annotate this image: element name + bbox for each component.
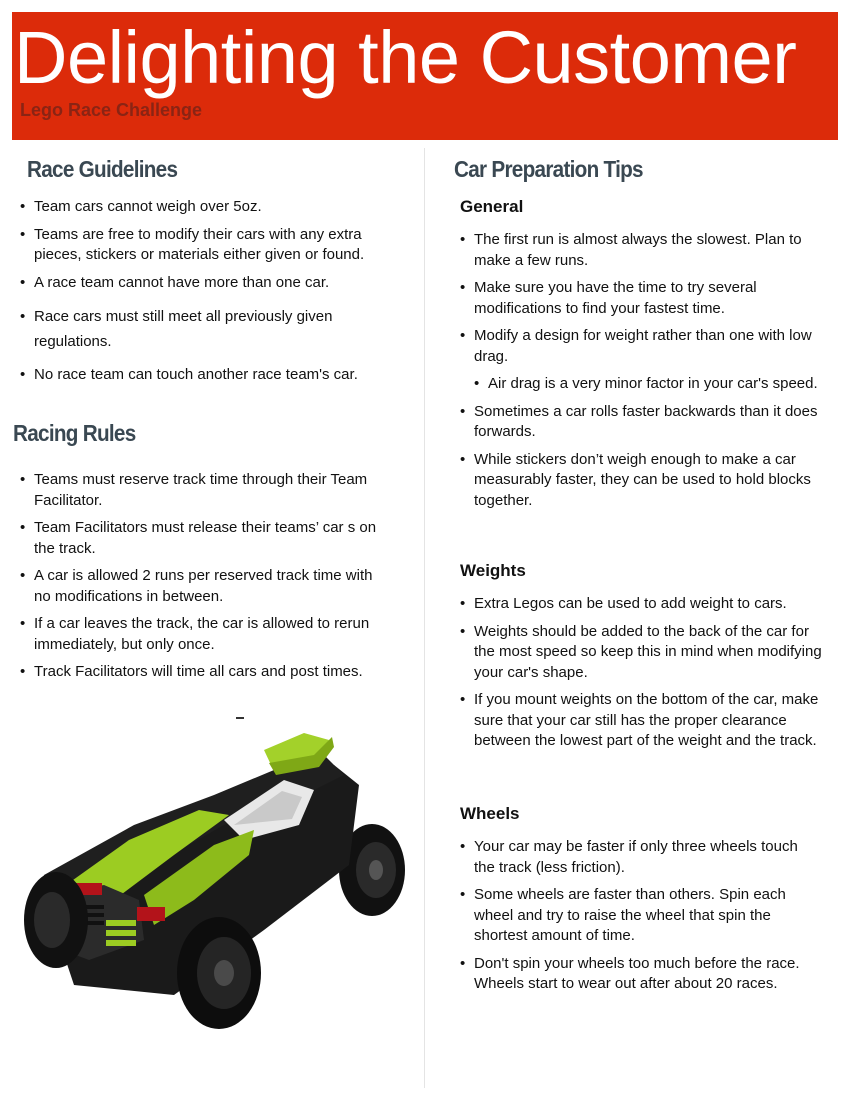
list-item: • Modify a design for weight rather than one with low drag.	[460, 326, 822, 367]
list-item: • Extra Legos can be used to add weight to cars.	[460, 594, 822, 615]
title-banner	[12, 12, 838, 140]
front-left-wheel-icon	[24, 872, 88, 968]
list-item: • Team Facilitators must release their teams’ car s on the track.	[20, 518, 382, 559]
race-guidelines-heading: Race Guidelines	[27, 156, 178, 182]
page-subtitle: Lego Race Challenge	[20, 100, 203, 120]
list-item: • Don't spin your wheels too much before the race. Wheels start to wear out after about 20 races.	[460, 954, 822, 995]
list-item: • If you mount weights on the bottom of the car, make sure that your car still has the proper clearance between the lowest part of the weight and the track.	[460, 690, 822, 752]
list-item: • The first run is almost always the slowest. Plan to make a few runs.	[460, 230, 822, 271]
wheels-heading: Wheels	[460, 804, 520, 823]
list-item: • Air drag is a very minor factor in your car's speed.	[474, 374, 822, 395]
wheels-tips-list	[460, 837, 822, 995]
list-item: • Some wheels are faster than others. Spin each wheel and try to raise the wheel that spin the shortest amount of time.	[460, 885, 822, 947]
racing-rules-heading: Racing Rules	[13, 420, 136, 446]
weights-heading: Weights	[460, 561, 526, 580]
front-right-wheel-icon	[177, 917, 261, 1029]
list-item: • Track Facilitators will time all cars and post times.	[20, 662, 382, 683]
page-title: Delighting the Customer	[14, 16, 797, 99]
racing-rules-list	[20, 470, 382, 683]
column-divider	[424, 148, 425, 1088]
list-item: • Your car may be faster if only three wheels touch the track (less friction).	[460, 837, 822, 878]
list-item: • Teams are free to modify their cars with any extra pieces, stickers or materials either given or found.	[20, 225, 390, 266]
lego-race-car-image	[14, 715, 414, 1035]
list-item: • A car is allowed 2 runs per reserved track time with no modifications in between.	[20, 566, 382, 607]
car-prep-heading: Car Preparation Tips	[454, 156, 643, 182]
race-guidelines-list	[20, 197, 390, 386]
list-item: • Team cars cannot weigh over 5oz.	[20, 197, 390, 218]
list-item: • Teams must reserve track time through their Team Facilitator.	[20, 470, 382, 511]
list-item: • If a car leaves the track, the car is allowed to rerun immediately, but only once.	[20, 614, 382, 655]
list-item: • While stickers don’t weigh enough to make a car measurably faster, they can be used to hold blocks together.	[460, 450, 822, 512]
list-item: • Sometimes a car rolls faster backwards than it does forwards.	[460, 402, 822, 443]
list-item: • Race cars must still meet all previously given regulations.	[20, 304, 390, 354]
list-item: • No race team can touch another race team's car.	[20, 365, 390, 386]
weights-tips-list	[460, 594, 822, 752]
general-tips-list	[460, 230, 822, 511]
list-item: • A race team cannot have more than one car.	[20, 273, 390, 294]
list-item: • Make sure you have the time to try several modifications to find your fastest time.	[460, 278, 822, 319]
list-item: • Weights should be added to the back of the car for the most speed so keep this in mind when modifying your car's shape.	[460, 622, 822, 684]
general-heading: General	[460, 197, 524, 216]
